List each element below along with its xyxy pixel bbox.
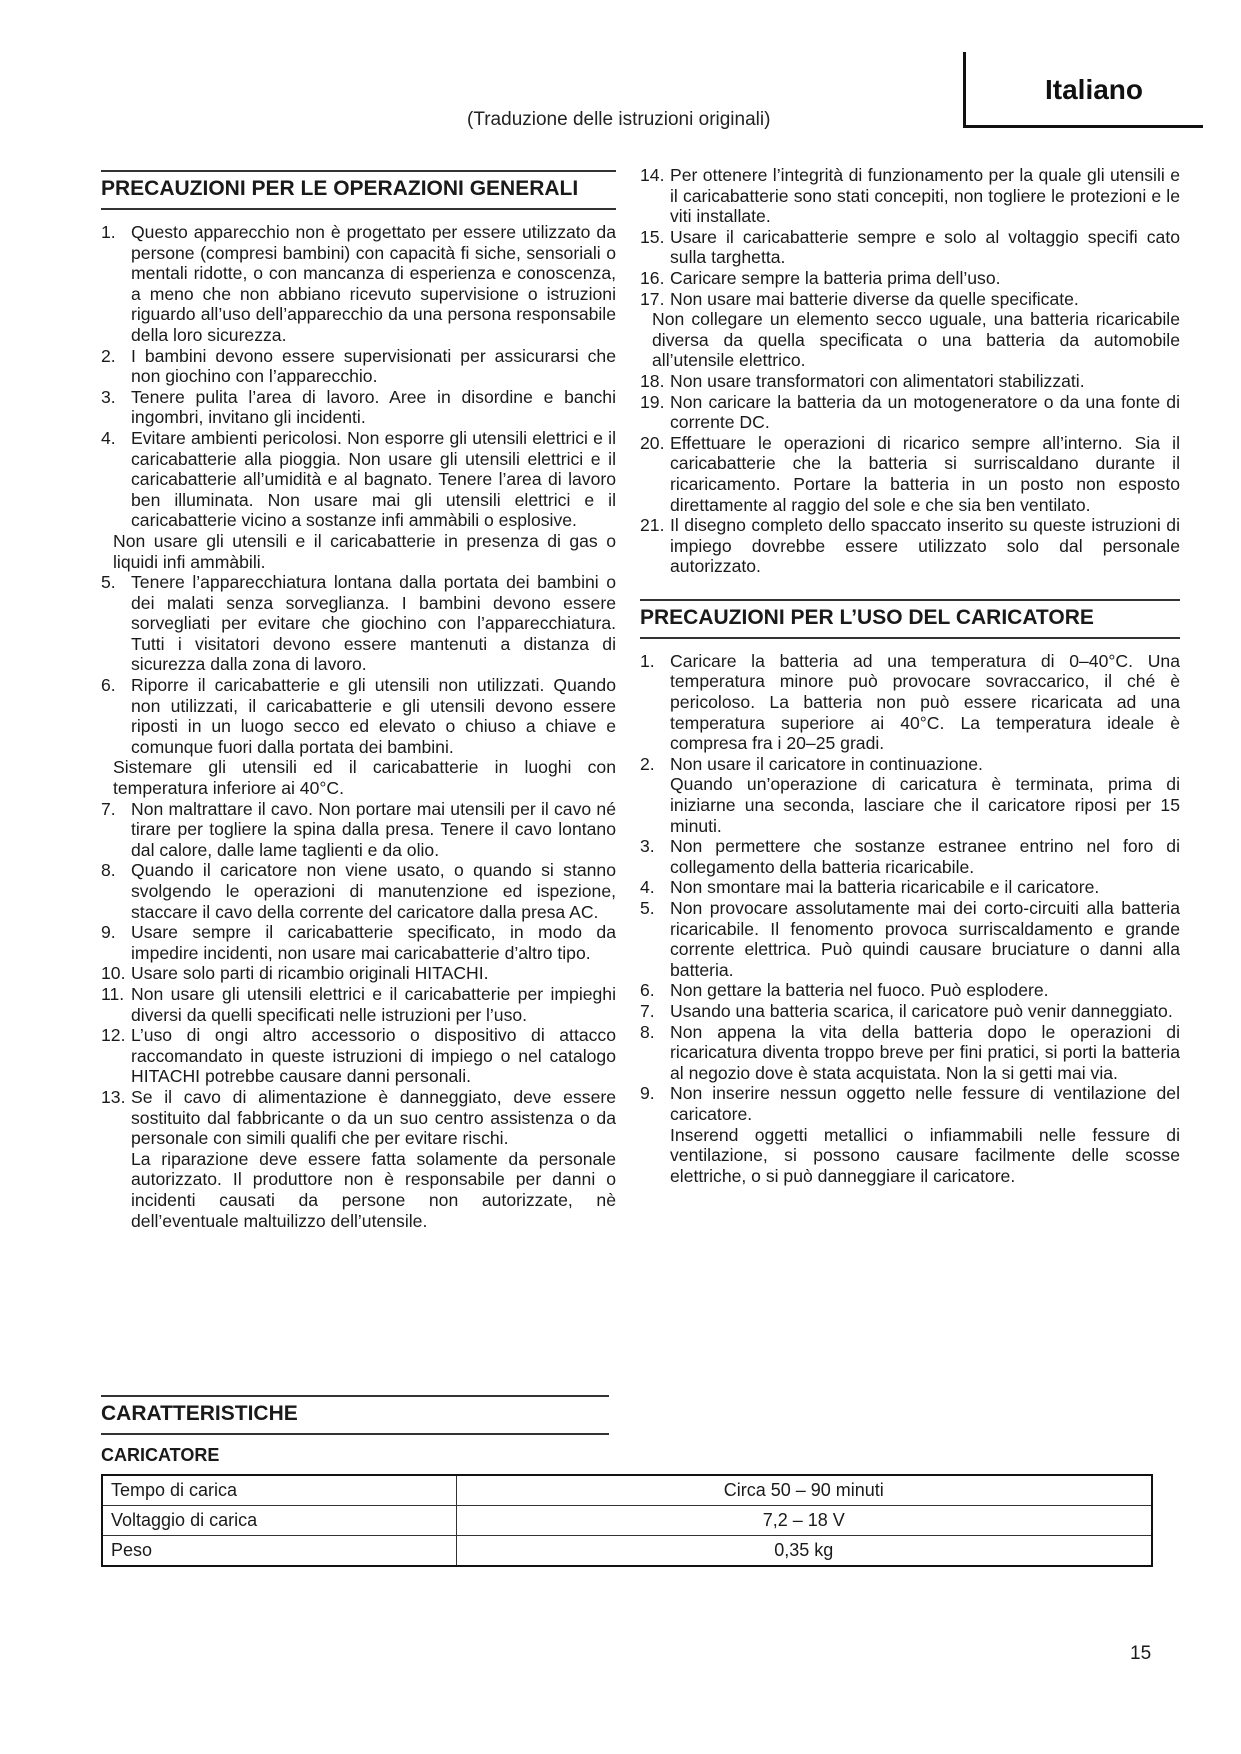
specifications-section [101,1395,1153,1567]
list-item: 8. Non appena la vita della batteria dopo le operazioni di ricaricatura diventa troppo breve per fini pratici, si porti la batteria al negozio dove è stata acquistata. Non la si getti mai via. [640,1021,1180,1083]
list-item: 8. Quando il caricatore non viene usato, o quando si stanno svolgendo le operazioni di manutenzione ed ispezione, staccare il cavo della corrente del caricatore dalla presa AC. [101,860,616,922]
list-item: 2. I bambini devono essere supervisionati per assicurarsi che non giochino con l’apparecchio. [101,345,616,387]
list-item: 17. Non usare mai batterie diverse da quelle specificate. Non collegare un elemento secco uguale, una batteria ricaricabile diversa da quella specificata o una batteria da automobile all’utensile elettrico. [640,288,1180,371]
list-item: 3. Non permettere che sostanze estranee entrino nel foro di collegamento della batteria ricaricabile. [640,836,1180,877]
general-precautions-list [101,222,616,1231]
general-precautions-title: PRECAUZIONI PER LE OPERAZIONI GENERALI [101,170,616,210]
list-item: 6. Riporre il caricabatterie e gli utensili non utilizzati. Quando non utilizzati, il caricabatterie e gli utensili devono essere riposti in un luogo secco ed elevato o chiuso a chiave e comunque fuori dalla portata dei bambini. Sistemare gli utensili ed il caricabatterie in luoghi con temperatura inferiore ai 40°C. [101,675,616,799]
list-item: 12. L’uso di ongi altro accessorio o dispositivo di attacco raccomandato in queste istruzioni di impiego o nel catalogo HITACHI potrebbe causare danni personali. [101,1025,616,1087]
list-item: 1. Caricare la batteria ad una temperatura di 0–40°C. Una temperatura minore può provocare sovraccarico, il ché è pericoloso. La batteria non può essere ricaricata ad una temperatura superiore ai 40°C. La temperatura ideale è compresa fra i 20–25 gradi. [640,650,1180,754]
table-row [102,1475,1152,1506]
charger-precautions-section [640,599,1180,1186]
list-item: 7. Non maltrattare il cavo. Non portare mai utensili per il cavo né tirare per togliere la spina dalla presa. Tenere il cavo lontano dal calore, dalle lame taglienti e da olio. [101,798,616,860]
language-tab [963,52,1203,128]
list-item: 9. Usare sempre il caricabatterie specificato, in modo da impedire incidenti, non usare mai caricabatterie d’altro tipo. [101,922,616,963]
page-number: 15 [1130,1643,1152,1664]
table-row [102,1536,1152,1567]
list-item: 1. Questo apparecchio non è progettato per essere utilizzato da persone (compresi bambini) con capacità fi siche, sensoriali o mentali ridotte, o con mancanza di esperienza e conoscenza, a meno che non abbiano ricevuto supervisione o istruzioni riguardo all’uso dell’apparecchio da una persona responsabile della loro sicurezza. [101,222,616,345]
list-item: 11. Non usare gli utensili elettrici e il caricabatterie per impieghi diversi da quelli specificati nelle istruzioni per l’uso. [101,983,616,1025]
list-item: 4. Non smontare mai la batteria ricaricabile e il caricatore. [640,877,1100,898]
translation-note: (Traduzione delle istruzioni originali) [467,109,771,130]
general-precautions-section [101,170,616,1231]
list-item: 5. Non provocare assolutamente mai dei corto-circuiti alla batteria ricaricabile. Il fenomento provoca surriscaldamento e grande corrente elettrica. Può quindi causare bruciature o danni alla batteria. [640,898,1180,980]
list-item: 19. Non caricare la batteria da un motogeneratore o da una fonte di corrente DC. [640,391,1180,433]
charger-precautions-list [640,651,1180,1186]
list-item: 21. Il disegno completo dello spaccato inserito su queste istruzioni di impiego dovrebbe essere utilizzato solo dal personale autorizzato. [640,515,1180,577]
right-column [640,165,1180,1186]
list-item: 15. Usare il caricabatterie sempre e solo al voltaggio specifi cato sulla targhetta. [640,226,1180,268]
spec-value: Circa 50 – 90 minuti [456,1475,1152,1506]
list-item: 16. Caricare sempre la batteria prima dell’uso. [640,267,1001,288]
list-item: 4. Evitare ambienti pericolosi. Non esporre gli utensili elettrici e il caricabatterie alla pioggia. Non usare gli utensili elettrici e il caricabatterie all’umidità e al bagnato. Tenere l’area di lavoro ben illuminata. Non usare mai gli utensili elettrici e il caricabatterie vicino a sostanze infi ammàbili o esplosive. Non usare gli utensili e il caricabatterie in presenza di gas o liquidi infi ammàbili. [101,427,616,572]
list-item: 14. Per ottenere l’integrità di funzionamento per la quale gli utensili e il caricabatterie sono stati concepiti, non togliere le protezioni e le viti installate. [640,165,1180,227]
list-item: 7. Usando una batteria scarica, il caricatore può venir danneggiato. [640,1000,1173,1021]
list-item: 13. Se il cavo di alimentazione è danneggiato, deve essere sostituito dal fabbricante o da un suo centro assistenza o da personale con simili qualifi che per evitare rischi. La riparazione deve essere fatta solamente da personale autorizzato. Il produttore non è responsabile per danni o incidenti causati da persone non autorizzate, nè dell’eventuale maltuilizzo dell’utensile. [101,1086,616,1231]
general-precautions-list-continued [640,165,1180,577]
spec-label: Peso [102,1536,456,1567]
list-item: 18. Non usare transformatori con alimentatori stabilizzati. [640,370,1085,391]
table-row [102,1506,1152,1536]
specifications-table [101,1474,1153,1567]
spec-label: Voltaggio di carica [102,1506,456,1536]
list-item: 5. Tenere l’apparecchiatura lontana dalla portata dei bambini o dei malati senza sorveglianza. I bambini devono essere sorvegliati per evitare che giochino con l’apparecchiatura. Tutti i visitatori devono essere mantenuti a distanza di sicurezza dalla zona di lavoro. [101,572,616,675]
list-item: 3. Tenere pulita l’area di lavoro. Aree in disordine e banchi ingombri, invitano gli incidenti. [101,386,616,428]
spec-label: Tempo di carica [102,1475,456,1506]
spec-value: 0,35 kg [456,1536,1152,1567]
specifications-title: CARATTERISTICHE [101,1395,609,1435]
list-item: 20. Effettuare le operazioni di ricarico sempre all’interno. Sia il caricabatterie che la batteria si surriscaldano durante il ricaricamento. Portare la batteria in un posto non esposto direttamente al raggio del sole e che sia ben ventilato. [640,432,1180,515]
list-item: 6. Non gettare la batteria nel fuoco. Può esplodere. [640,980,1049,1001]
specifications-subtitle: CARICATORE [101,1445,220,1465]
language-label: Italiano [1044,74,1143,105]
list-item: 9. Non inserire nessun oggetto nelle fessure di ventilazione del caricatore. Inserend oggetti metallici o infiammabili nelle fessure di ventilazione, si possono causare facilmente delle scosse elettriche, o si può danneggiare il caricatore. [640,1083,1180,1186]
spec-value: 7,2 – 18 V [456,1506,1152,1536]
list-item: 10. Usare solo parti di ricambio originali HITACHI. [101,963,489,984]
list-item: 2. Non usare il caricatore in continuazione. Quando un’operazione di caricatura è terminata, prima di iniziarne una seconda, lasciare che il caricatore riposi per 15 minuti. [640,753,1180,836]
charger-precautions-title: PRECAUZIONI PER L’USO DEL CARICATORE [640,599,1180,639]
